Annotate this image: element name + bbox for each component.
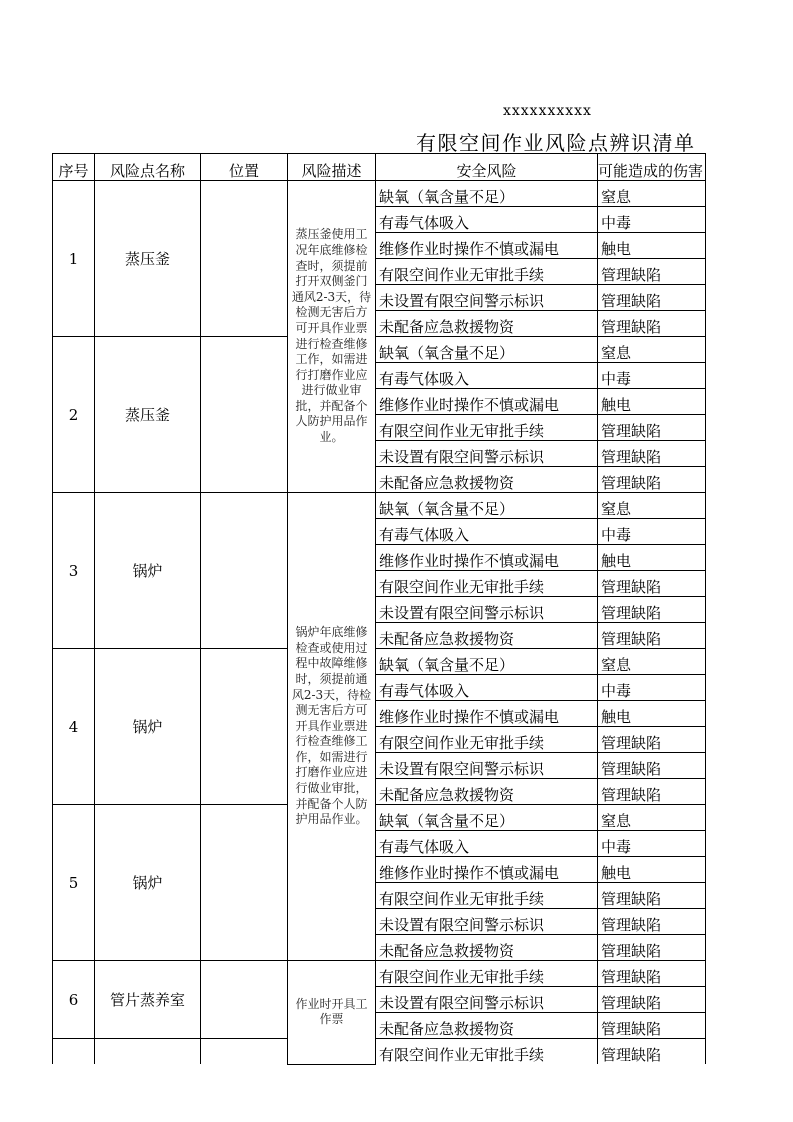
possible-harm: 窒息 (598, 337, 706, 363)
table-row (53, 181, 706, 207)
possible-harm: 中毒 (598, 675, 706, 701)
table-row (53, 493, 706, 519)
possible-harm: 触电 (598, 701, 706, 727)
row-number: 6 (53, 961, 95, 1039)
possible-harm: 管理缺陷 (598, 311, 706, 337)
table-row (53, 337, 706, 363)
safety-risk: 未配备应急救援物资 (376, 935, 598, 961)
safety-risk: 未设置有限空间警示标识 (376, 597, 598, 623)
row-number: 5 (53, 805, 95, 961)
possible-harm: 管理缺陷 (598, 779, 706, 805)
possible-harm: 管理缺陷 (598, 883, 706, 909)
safety-risk: 未配备应急救援物资 (376, 779, 598, 805)
safety-risk: 有限空间作业无审批手续 (376, 883, 598, 909)
safety-risk: 有限空间作业无审批手续 (376, 571, 598, 597)
safety-risk: 未配备应急救援物资 (376, 467, 598, 493)
safety-risk: 有限空间作业无审批手续 (376, 1039, 598, 1065)
possible-harm: 管理缺陷 (598, 727, 706, 753)
location (201, 805, 288, 961)
possible-harm: 管理缺陷 (598, 597, 706, 623)
safety-risk: 缺氧（氧含量不足） (376, 181, 598, 207)
col-header-no: 序号 (53, 154, 95, 181)
possible-harm: 窒息 (598, 649, 706, 675)
location (201, 337, 288, 493)
risk-description: 锅炉年底维修检查或使用过程中故障维修时，须提前通风2-3天，待检测无害后方可开具作业票进行检查维修工作，如需进行打磨作业应进行做业审批，并配备个人防护用品作业。 (288, 493, 376, 961)
possible-harm: 中毒 (598, 363, 706, 389)
safety-risk: 有限空间作业无审批手续 (376, 259, 598, 285)
safety-risk: 未设置有限空间警示标识 (376, 753, 598, 779)
safety-risk: 维修作业时操作不慎或漏电 (376, 233, 598, 259)
safety-risk: 有毒气体吸入 (376, 363, 598, 389)
possible-harm: 中毒 (598, 207, 706, 233)
possible-harm: 管理缺陷 (598, 285, 706, 311)
location (201, 1039, 288, 1065)
safety-risk: 有毒气体吸入 (376, 675, 598, 701)
safety-risk: 有限空间作业无审批手续 (376, 961, 598, 987)
document-code: xxxxxxxxxx (503, 103, 592, 119)
risk-description: 蒸压釜使用工况年底维修检查时，须提前打开双侧釜门通风2-3天，待检测无害后方可开具作业票进行检查维修工作，如需进行打磨作业应进行做业审批，并配备个人防护用品作业。 (288, 181, 376, 493)
possible-harm: 触电 (598, 389, 706, 415)
possible-harm: 触电 (598, 545, 706, 571)
possible-harm: 管理缺陷 (598, 987, 706, 1013)
safety-risk: 维修作业时操作不慎或漏电 (376, 701, 598, 727)
possible-harm: 管理缺陷 (598, 961, 706, 987)
risk-point-name: 锅炉 (95, 649, 201, 805)
risk-description: 作业时开具工作票 (288, 961, 376, 1065)
row-number: 1 (53, 181, 95, 337)
risk-point-name: 管片蒸养室 (95, 961, 201, 1039)
row-number (53, 1039, 95, 1065)
row-number: 4 (53, 649, 95, 805)
safety-risk: 未设置有限空间警示标识 (376, 987, 598, 1013)
risk-point-name: 蒸压釜 (95, 181, 201, 337)
safety-risk: 未配备应急救援物资 (376, 623, 598, 649)
possible-harm: 窒息 (598, 493, 706, 519)
safety-risk: 未设置有限空间警示标识 (376, 285, 598, 311)
col-header-location: 位置 (201, 154, 288, 181)
safety-risk: 维修作业时操作不慎或漏电 (376, 545, 598, 571)
possible-harm: 管理缺陷 (598, 935, 706, 961)
table-row (53, 805, 706, 831)
possible-harm: 管理缺陷 (598, 1013, 706, 1039)
col-header-description: 风险描述 (288, 154, 376, 181)
table-row (53, 961, 706, 987)
safety-risk: 缺氧（氧含量不足） (376, 337, 598, 363)
safety-risk: 维修作业时操作不慎或漏电 (376, 389, 598, 415)
table-row (53, 1039, 706, 1065)
possible-harm: 管理缺陷 (598, 467, 706, 493)
table-row (53, 649, 706, 675)
possible-harm: 管理缺陷 (598, 441, 706, 467)
risk-point-name: 蒸压釜 (95, 337, 201, 493)
col-header-harm: 可能造成的伤害 (598, 154, 706, 181)
page-title: 有限空间作业风险点辨识清单 (416, 131, 696, 155)
possible-harm: 触电 (598, 233, 706, 259)
possible-harm: 触电 (598, 857, 706, 883)
risk-point-name (95, 1039, 201, 1065)
safety-risk: 有毒气体吸入 (376, 519, 598, 545)
row-number: 2 (53, 337, 95, 493)
risk-table (52, 153, 706, 1065)
safety-risk: 未配备应急救援物资 (376, 1013, 598, 1039)
possible-harm: 中毒 (598, 831, 706, 857)
location (201, 493, 288, 649)
location (201, 961, 288, 1039)
safety-risk: 缺氧（氧含量不足） (376, 493, 598, 519)
safety-risk: 缺氧（氧含量不足） (376, 649, 598, 675)
possible-harm: 管理缺陷 (598, 415, 706, 441)
possible-harm: 管理缺陷 (598, 909, 706, 935)
possible-harm: 窒息 (598, 805, 706, 831)
col-header-risk: 安全风险 (376, 154, 598, 181)
safety-risk: 缺氧（氧含量不足） (376, 805, 598, 831)
possible-harm: 窒息 (598, 181, 706, 207)
risk-point-name: 锅炉 (95, 493, 201, 649)
location (201, 649, 288, 805)
safety-risk: 未配备应急救援物资 (376, 311, 598, 337)
safety-risk: 有限空间作业无审批手续 (376, 727, 598, 753)
possible-harm: 管理缺陷 (598, 623, 706, 649)
safety-risk: 有毒气体吸入 (376, 831, 598, 857)
safety-risk: 有毒气体吸入 (376, 207, 598, 233)
safety-risk: 有限空间作业无审批手续 (376, 415, 598, 441)
col-header-name: 风险点名称 (95, 154, 201, 181)
possible-harm: 管理缺陷 (598, 571, 706, 597)
possible-harm: 管理缺陷 (598, 753, 706, 779)
safety-risk: 维修作业时操作不慎或漏电 (376, 857, 598, 883)
risk-point-name: 锅炉 (95, 805, 201, 961)
possible-harm: 管理缺陷 (598, 259, 706, 285)
location (201, 181, 288, 337)
safety-risk: 未设置有限空间警示标识 (376, 909, 598, 935)
possible-harm: 中毒 (598, 519, 706, 545)
safety-risk: 未设置有限空间警示标识 (376, 441, 598, 467)
table-header (53, 154, 706, 181)
possible-harm: 管理缺陷 (598, 1039, 706, 1065)
row-number: 3 (53, 493, 95, 649)
